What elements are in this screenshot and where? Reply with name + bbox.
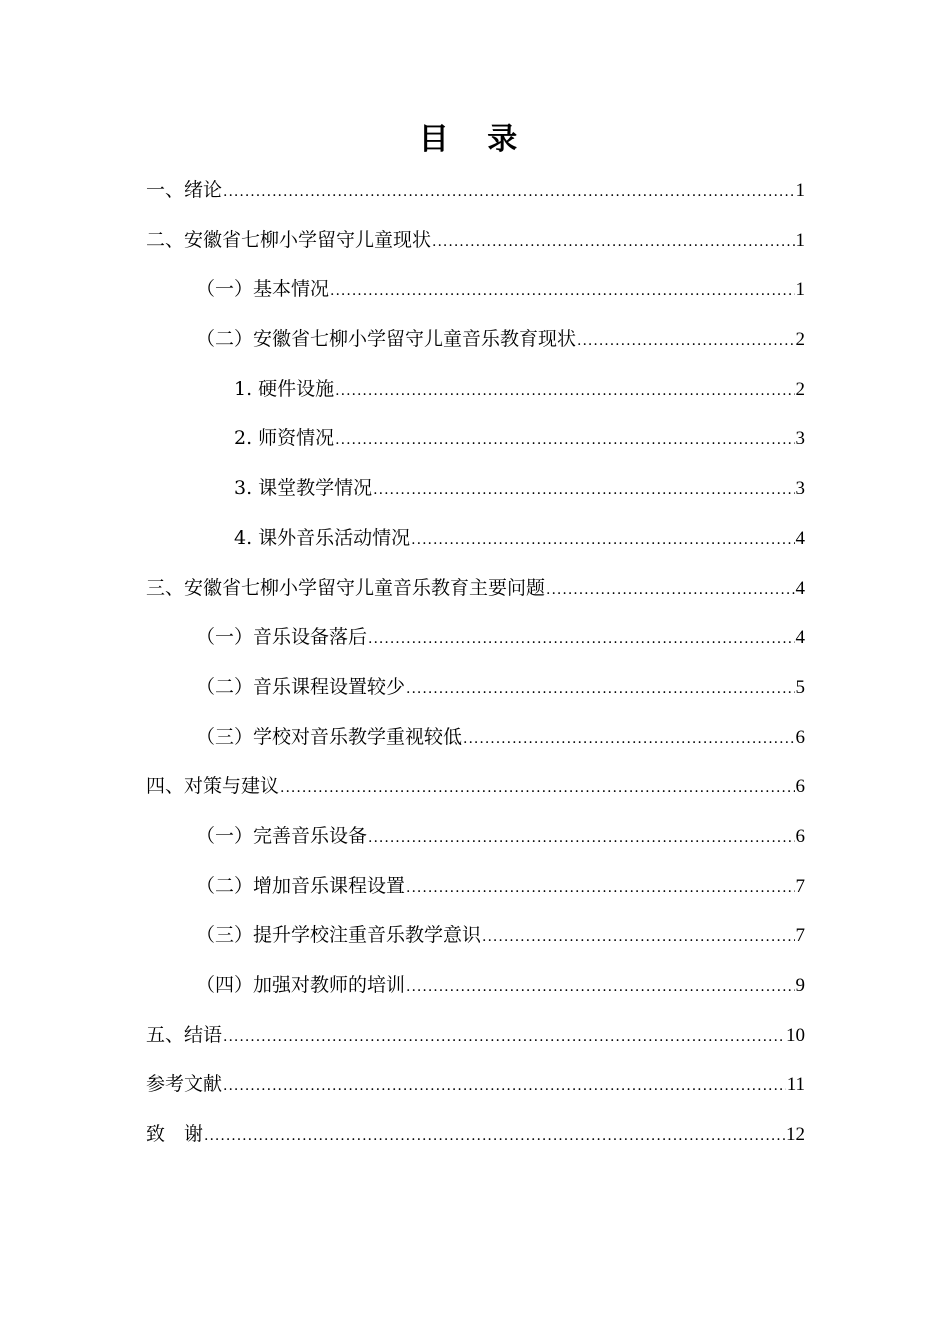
toc-entry-label: 三、安徽省七柳小学留守儿童音乐教育主要问题 [146, 576, 546, 599]
toc-entry-label: （二）安徽省七柳小学留守儿童音乐教育现状 [196, 328, 577, 351]
toc-entry-page: 12 [786, 1124, 805, 1146]
toc-entry-page: 1 [795, 279, 805, 301]
toc-entry-page: 6 [795, 726, 805, 748]
toc-entry-label: 2. 师资情况 [234, 427, 335, 450]
toc-dot-leader [335, 416, 794, 466]
toc-entry-label: 致 谢 [146, 1123, 204, 1146]
toc-entry[interactable] [0, 414, 805, 464]
toc-entry[interactable] [0, 1011, 805, 1061]
toc-dot-leader [482, 913, 794, 963]
toc-entry[interactable] [0, 216, 805, 266]
toc-entry-label: （二）音乐课程设置较少 [196, 675, 406, 698]
toc-entry-page: 4 [795, 627, 805, 649]
toc-entry-label: （一）完善音乐设备 [196, 824, 368, 847]
toc-dot-leader [330, 267, 794, 317]
toc-dot-leader [373, 466, 794, 516]
toc-entry-page: 9 [795, 975, 805, 996]
toc-dot-leader [280, 764, 794, 814]
toc-dot-leader [432, 218, 794, 268]
toc-title: 目 录 [418, 122, 532, 157]
toc-entry[interactable] [0, 564, 805, 614]
toc-dot-leader [335, 367, 794, 417]
toc-entry[interactable] [0, 663, 805, 713]
toc-dot-leader [411, 516, 794, 566]
toc-dot-leader [223, 1013, 785, 1063]
toc-entry-page: 1 [795, 180, 805, 201]
toc-entry-page: 2 [795, 378, 805, 400]
toc-dot-leader [463, 715, 794, 765]
toc-entry-page: 3 [795, 478, 805, 500]
toc-entry-label: （一）音乐设备落后 [196, 626, 368, 649]
toc-dot-leader [546, 566, 794, 616]
toc-entry-page: 6 [795, 825, 805, 847]
toc-entry-page: 10 [786, 1024, 805, 1046]
toc-entry[interactable] [0, 1060, 805, 1110]
toc-list [0, 166, 950, 1160]
toc-entry-label: 一、绪论 [146, 179, 223, 201]
toc-entry-page: 7 [795, 925, 805, 947]
toc-entry[interactable] [0, 365, 805, 415]
toc-entry[interactable] [0, 1110, 805, 1160]
toc-dot-leader [204, 1112, 785, 1162]
toc-entry[interactable] [0, 166, 805, 216]
toc-entry-label: （四）加强对教师的培训 [196, 974, 406, 996]
toc-entry[interactable] [0, 265, 805, 315]
toc-dot-leader [223, 168, 794, 218]
toc-entry[interactable] [0, 613, 805, 663]
toc-entry[interactable] [0, 862, 805, 912]
toc-entry-label: （二）增加音乐课程设置 [196, 874, 406, 897]
toc-entry-label: 参考文献 [146, 1073, 223, 1096]
toc-entry-page: 2 [795, 329, 805, 351]
toc-dot-leader [223, 1062, 786, 1112]
toc-entry[interactable] [0, 812, 805, 862]
toc-entry-label: （一）基本情况 [196, 278, 330, 301]
toc-entry-page: 11 [786, 1074, 805, 1096]
toc-entry-page: 5 [795, 676, 805, 698]
toc-entry[interactable] [0, 464, 805, 514]
toc-entry-page: 1 [795, 229, 805, 251]
toc-entry-label: （三）学校对音乐教学重视较低 [196, 725, 463, 748]
toc-entry[interactable] [0, 713, 805, 763]
toc-entry[interactable] [0, 911, 805, 961]
toc-entry-page: 4 [795, 527, 805, 549]
toc-entry-page: 6 [795, 776, 805, 798]
toc-entry[interactable] [0, 961, 805, 1011]
toc-dot-leader [406, 963, 794, 1013]
toc-entry-label: （三）提升学校注重音乐教学意识 [196, 924, 482, 947]
toc-dot-leader [406, 665, 794, 715]
toc-entry-label: 4. 课外音乐活动情况 [234, 526, 411, 549]
toc-entry-page: 3 [795, 428, 805, 450]
toc-dot-leader [368, 615, 794, 665]
toc-dot-leader [406, 864, 794, 914]
toc-dot-leader [368, 814, 794, 864]
toc-entry[interactable] [0, 762, 805, 812]
toc-entry-label: 五、结语 [146, 1023, 223, 1046]
toc-entry-page: 4 [795, 577, 805, 599]
toc-entry-label: 1. 硬件设施 [234, 377, 335, 400]
toc-entry-page: 7 [795, 875, 805, 897]
toc-entry-label: 二、安徽省七柳小学留守儿童现状 [146, 228, 432, 251]
toc-entry-label: 四、对策与建议 [146, 775, 280, 798]
toc-entry[interactable] [0, 315, 805, 365]
toc-dot-leader [577, 317, 794, 367]
toc-entry[interactable] [0, 514, 805, 564]
toc-entry-label: 3. 课堂教学情况 [234, 477, 373, 500]
